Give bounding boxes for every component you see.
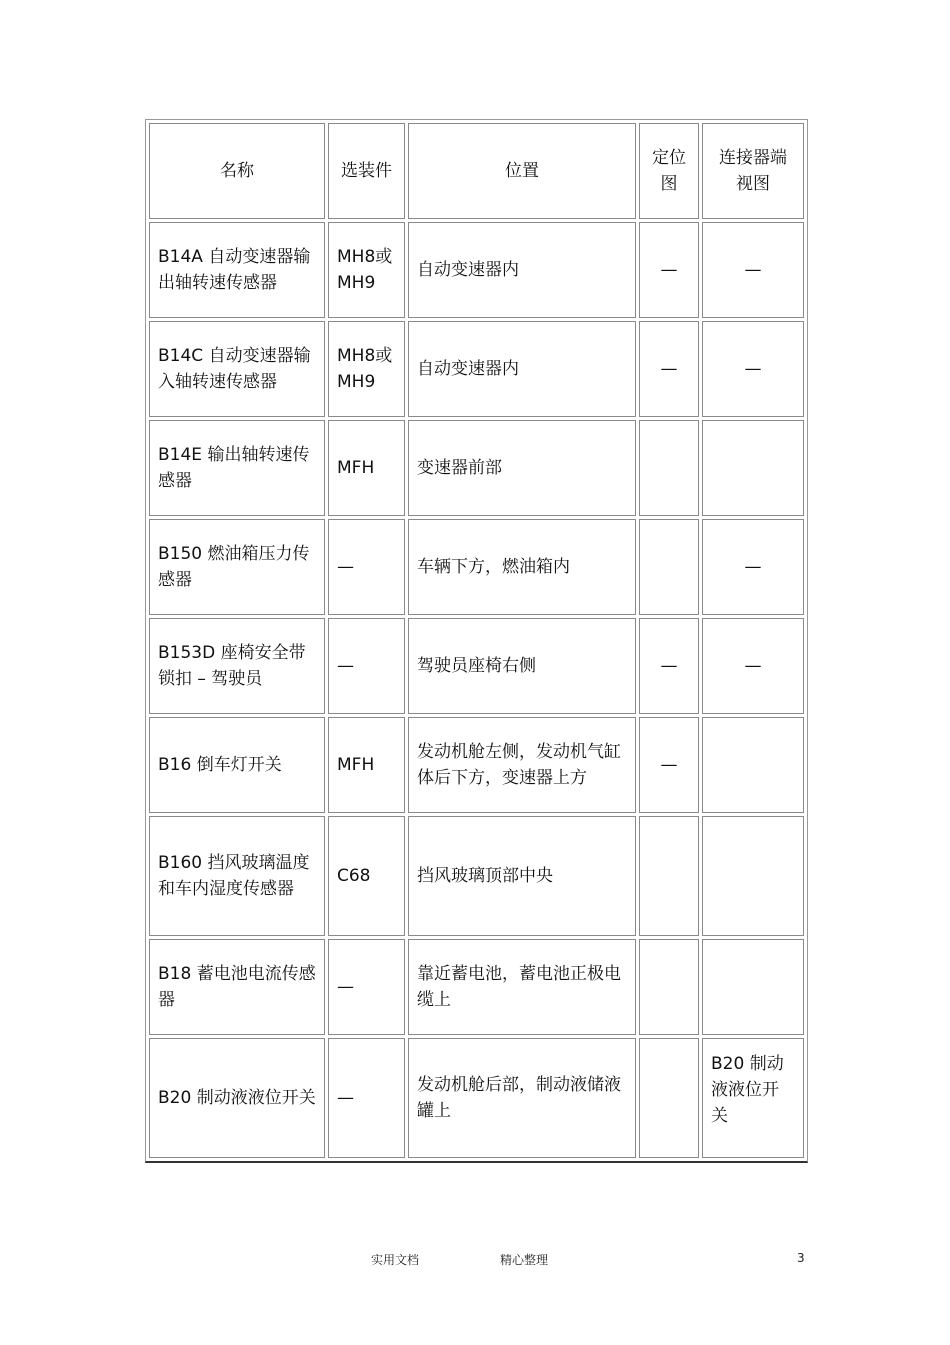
cell-option: — (328, 939, 405, 1035)
cell-connector: B20 制动液液位开关 (702, 1038, 804, 1158)
cell-name: B20 制动液液位开关 (149, 1038, 325, 1158)
table-row (149, 321, 804, 417)
cell-name: B160 挡风玻璃温度和车内湿度传感器 (149, 816, 325, 936)
footer-center: 精心整理 (500, 1253, 549, 1267)
cell-location: 驾驶员座椅右侧 (408, 618, 636, 714)
cell-connector (702, 717, 804, 813)
cell-location: 车辆下方，燃油箱内 (408, 519, 636, 615)
cell-connector: — (702, 618, 804, 714)
cell-connector: — (702, 222, 804, 318)
cell-connector: — (702, 321, 804, 417)
cell-location: 发动机舱后部，制动液储液罐上 (408, 1038, 636, 1158)
cell-locator (639, 420, 699, 516)
table-row (149, 519, 804, 615)
cell-locator: — (639, 717, 699, 813)
cell-name: B153D 座椅安全带锁扣 – 驾驶员 (149, 618, 325, 714)
cell-connector (702, 420, 804, 516)
table-row (149, 717, 804, 813)
cell-name: B16 倒车灯开关 (149, 717, 325, 813)
cell-option: MFH (328, 717, 405, 813)
component-table (145, 119, 808, 1163)
cell-name: B150 燃油箱压力传感器 (149, 519, 325, 615)
page-number: 3 (797, 1251, 805, 1265)
table-row (149, 939, 804, 1035)
cell-location: 自动变速器内 (408, 222, 636, 318)
cell-location: 变速器前部 (408, 420, 636, 516)
cell-locator (639, 816, 699, 936)
cell-location: 挡风玻璃顶部中央 (408, 816, 636, 936)
cell-option: — (328, 1038, 405, 1158)
header-option: 选装件 (328, 123, 405, 219)
cell-name: B14C 自动变速器输入轴转速传感器 (149, 321, 325, 417)
cell-option: — (328, 618, 405, 714)
cell-option: MFH (328, 420, 405, 516)
table-row (149, 420, 804, 516)
cell-locator (639, 1038, 699, 1158)
table-row (149, 816, 804, 936)
header-location: 位置 (408, 123, 636, 219)
cell-locator (639, 939, 699, 1035)
footer-left: 实用文档 (371, 1253, 420, 1267)
cell-name: B14E 输出轴转速传感器 (149, 420, 325, 516)
cell-locator: — (639, 618, 699, 714)
header-name: 名称 (149, 123, 325, 219)
cell-locator (639, 519, 699, 615)
table-row (149, 1038, 804, 1158)
cell-connector: — (702, 519, 804, 615)
cell-option: — (328, 519, 405, 615)
table-row (149, 618, 804, 714)
cell-option: MH8或MH9 (328, 321, 405, 417)
cell-connector (702, 816, 804, 936)
cell-name: B14A 自动变速器输出轴转速传感器 (149, 222, 325, 318)
cell-location: 自动变速器内 (408, 321, 636, 417)
cell-name: B18 蓄电池电流传感器 (149, 939, 325, 1035)
cell-locator: — (639, 222, 699, 318)
cell-location: 靠近蓄电池，蓄电池正极电缆上 (408, 939, 636, 1035)
table-row (149, 222, 804, 318)
cell-connector (702, 939, 804, 1035)
cell-location: 发动机舱左侧，发动机气缸体后下方，变速器上方 (408, 717, 636, 813)
cell-option: C68 (328, 816, 405, 936)
cell-locator: — (639, 321, 699, 417)
header-connector: 连接器端视图 (702, 123, 804, 219)
cell-option: MH8或MH9 (328, 222, 405, 318)
header-locator: 定位图 (639, 123, 699, 219)
table-header-row (149, 123, 804, 219)
